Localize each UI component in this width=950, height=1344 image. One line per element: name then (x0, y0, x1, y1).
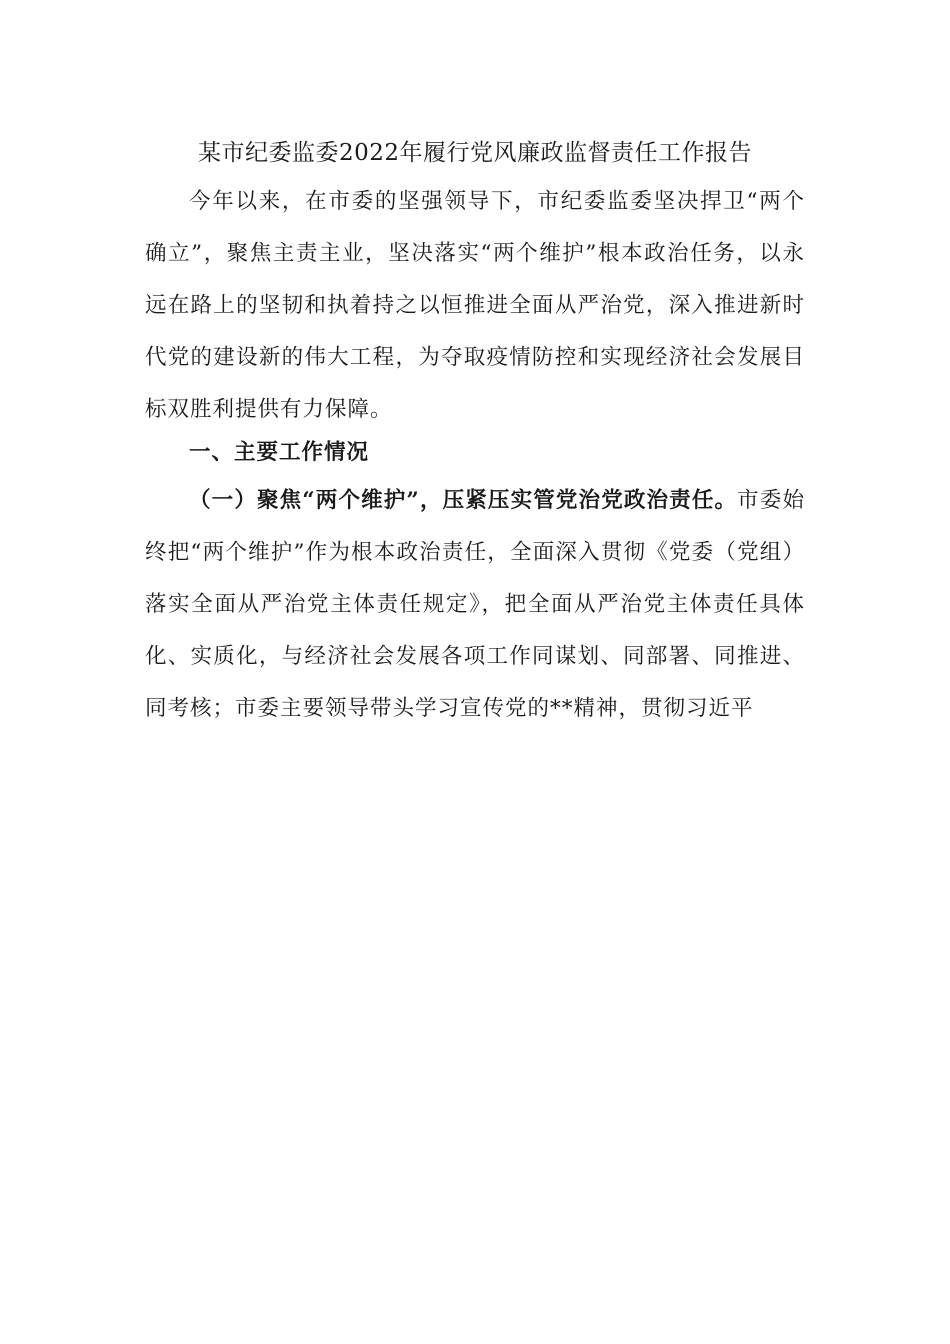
section-heading: 一、主要工作情况 (189, 440, 370, 465)
subsection-lead: （一）聚焦“两个维护”，压紧压实管党治党政治责任。 (189, 488, 738, 513)
subsection-body: 市委始终把“两个维护”作为根本政治责任，全面深入贯彻《党委（党组）落实全面从严治党主体责任规定》，把全面从严治党主体责任具体化、实质化，与经济社会发展各项工作同谋划、同部署、同推进、同考核；市委主要领导带头学习宣传党的**精神，贯彻习近平 (145, 488, 805, 721)
intro-paragraph: 今年以来，在市委的坚强领导下，市纪委监委坚决捍卫“两个确立”，聚焦主责主业，坚决落实“两个维护”根本政治任务，以永远在路上的坚韧和执着持之以恒推进全面从严治党，深入推进新时代党的建设新的伟大工程，为夺取疫情防控和实现经济社会发展目标双胜利提供有力保障。 (145, 189, 805, 422)
subsection-paragraph (145, 475, 805, 735)
document-title: 某市纪委监委2022年履行党风廉政监督责任工作报告 (197, 140, 753, 166)
